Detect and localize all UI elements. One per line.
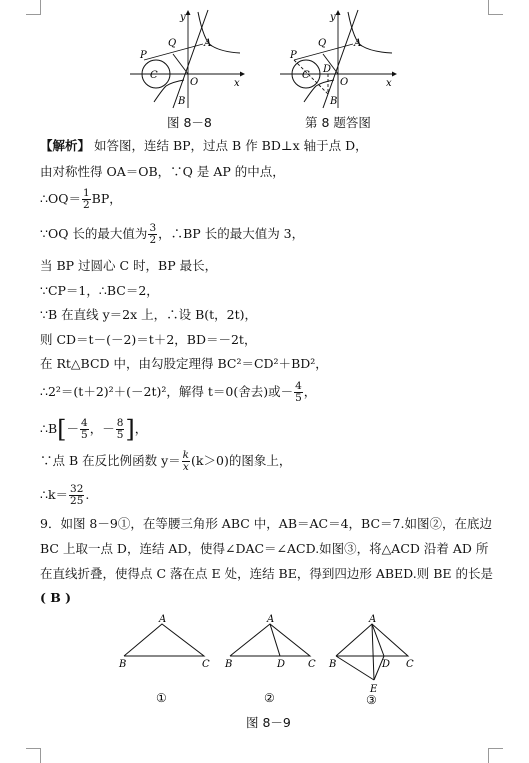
fraction-4-5 <box>294 381 303 404</box>
frac-den: 5 <box>116 429 124 441</box>
frac-num: 1 <box>82 187 90 199</box>
frac-num: 8 <box>116 417 124 429</box>
problem-9-line-3: 在直线折叠，使得点 C 落在点 E 处，连结 BE，得到四边形 ABED.则 BE 的长是 <box>40 566 493 581</box>
fig2-label-D: D <box>277 659 286 670</box>
ans-label-D: D <box>323 64 332 75</box>
solution-line-3 <box>40 188 122 211</box>
line12-post: (k＞0)的图象上， <box>191 453 292 468</box>
solution-line-12 <box>40 450 291 473</box>
solution-line-5: 当 BP 过圆心 C 时，BP 最长， <box>40 258 218 273</box>
fraction-8-5 <box>116 418 125 441</box>
solution-line-7: ∵B 在直线 y＝2x 上，∴设 B(t，2t)， <box>40 307 258 322</box>
solution-line-13 <box>40 484 89 507</box>
frac-den: 25 <box>70 495 84 507</box>
frac-den: 5 <box>295 392 302 404</box>
fraction-4-5-b <box>80 418 89 441</box>
frac-den: 2 <box>82 199 90 211</box>
fig2-label-A: A <box>267 614 275 625</box>
figure-answer-caption: 第 8 题答图 <box>305 115 371 130</box>
problem-9-line-2: BC 上取一点 D，连结 AD，使得∠DAC＝∠ACD.如图③，将△ACD 沿着 AD 所 <box>40 541 489 556</box>
figure-answer-8 <box>278 8 400 110</box>
left-bracket: [ <box>57 415 67 444</box>
line12-pre: ∵点 B 在反比例函数 y＝ <box>40 453 181 468</box>
fig88-label-Q: Q <box>168 38 177 49</box>
solution-line-1 <box>40 137 368 155</box>
line11-mid: ，－ <box>89 421 115 436</box>
ans-label-A: A <box>354 38 362 49</box>
solution-line-10 <box>40 381 316 404</box>
fig1-label-A: A <box>159 614 167 625</box>
fraction-32-25 <box>69 484 84 507</box>
fig3-label-B: B <box>329 659 337 670</box>
fig3-number: ③ <box>366 693 377 707</box>
frac-num: 4 <box>81 417 88 429</box>
solution-line-1-text: 如答图，连结 BP，过点 B 作 BD⊥x 轴于点 D， <box>90 138 368 153</box>
fraction-k-x <box>182 450 190 473</box>
corner-mark-bottom-left <box>26 748 41 763</box>
fig3-label-D: D <box>382 659 391 670</box>
line4-post: ，∴BP 长的最大值为 3， <box>158 226 305 241</box>
right-bracket: ] <box>125 415 135 444</box>
fig2-label-B: B <box>225 659 233 670</box>
fig88-label-y: y <box>180 12 186 23</box>
line13-post: . <box>85 487 90 502</box>
line4-pre: ∵OQ 长的最大值为 <box>40 226 148 241</box>
analysis-tag: 【解析】 <box>40 138 91 153</box>
fig88-label-x: x <box>234 78 240 89</box>
fig1-label-C: C <box>202 659 210 670</box>
frac-num: 32 <box>70 483 84 495</box>
corner-mark-top-right <box>488 0 503 15</box>
fig3-label-C: C <box>406 659 414 670</box>
line13-pre: ∴k＝ <box>40 487 69 502</box>
fig1-number: ① <box>156 691 167 705</box>
solution-line-8: 则 CD＝t－(－2)＝t＋2，BD＝－2t， <box>40 332 257 347</box>
line3-post: BP， <box>91 191 122 206</box>
fig2-label-C: C <box>308 659 316 670</box>
fig3-label-A: A <box>369 614 377 625</box>
ans-label-C: C <box>302 70 310 81</box>
problem-9-line-1: 9．如图 8－9①，在等腰三角形 ABC 中，AB＝AC＝4，BC＝7.如图②，在底边 <box>40 516 492 531</box>
frac-den: x <box>182 461 189 473</box>
fraction-1-2 <box>82 188 91 211</box>
ans-label-P: P <box>290 50 297 61</box>
frac-den: 5 <box>81 429 88 441</box>
solution-line-9: 在 Rt△BCD 中，由勾股定理得 BC²＝CD²＋BD²， <box>40 356 328 371</box>
figure-8-9-caption: 图 8－9 <box>246 715 291 730</box>
solution-line-6: ∵CP＝1，∴BC＝2， <box>40 283 159 298</box>
corner-mark-bottom-right <box>488 748 503 763</box>
fig88-label-O: O <box>190 77 199 88</box>
problem-9-answer: ( B ) <box>40 590 72 605</box>
ans-label-O: O <box>340 77 349 88</box>
solution-line-11 <box>40 415 148 444</box>
frac-den: 2 <box>149 234 157 246</box>
fig1-label-B: B <box>119 659 127 670</box>
frac-num: 4 <box>295 380 302 392</box>
fig2-number: ② <box>264 691 275 705</box>
fig88-label-C: C <box>150 70 158 81</box>
ans-label-Q: Q <box>318 38 327 49</box>
frac-num: 3 <box>149 222 157 234</box>
corner-mark-top-left <box>26 0 41 15</box>
figure-8-8 <box>128 8 246 110</box>
frac-num: k <box>182 449 190 461</box>
line11-pre: ∴B <box>40 421 58 436</box>
figure-8-9 <box>110 612 420 708</box>
line11-minus: － <box>66 421 80 436</box>
ans-label-B: B <box>330 96 338 107</box>
fig88-label-A: A <box>204 38 212 49</box>
ans-label-y: y <box>330 12 336 23</box>
line11-end: ， <box>134 421 148 436</box>
line10-post: ， <box>303 384 317 399</box>
line10-pre: ∴2²＝(t＋2)²＋(－2t)²，解得 t＝0(舍去)或－ <box>40 384 294 399</box>
fraction-3-2 <box>148 223 157 246</box>
solution-line-4 <box>40 223 304 246</box>
solution-line-2: 由对称性得 OA＝OB，∵Q 是 AP 的中点， <box>40 164 285 179</box>
ans-label-x: x <box>386 78 392 89</box>
fig3-label-E: E <box>370 684 378 695</box>
line3-pre: ∴OQ＝ <box>40 191 81 206</box>
fig88-label-B: B <box>178 96 186 107</box>
fig88-label-P: P <box>140 50 147 61</box>
figure-8-8-caption: 图 8－8 <box>167 115 212 130</box>
